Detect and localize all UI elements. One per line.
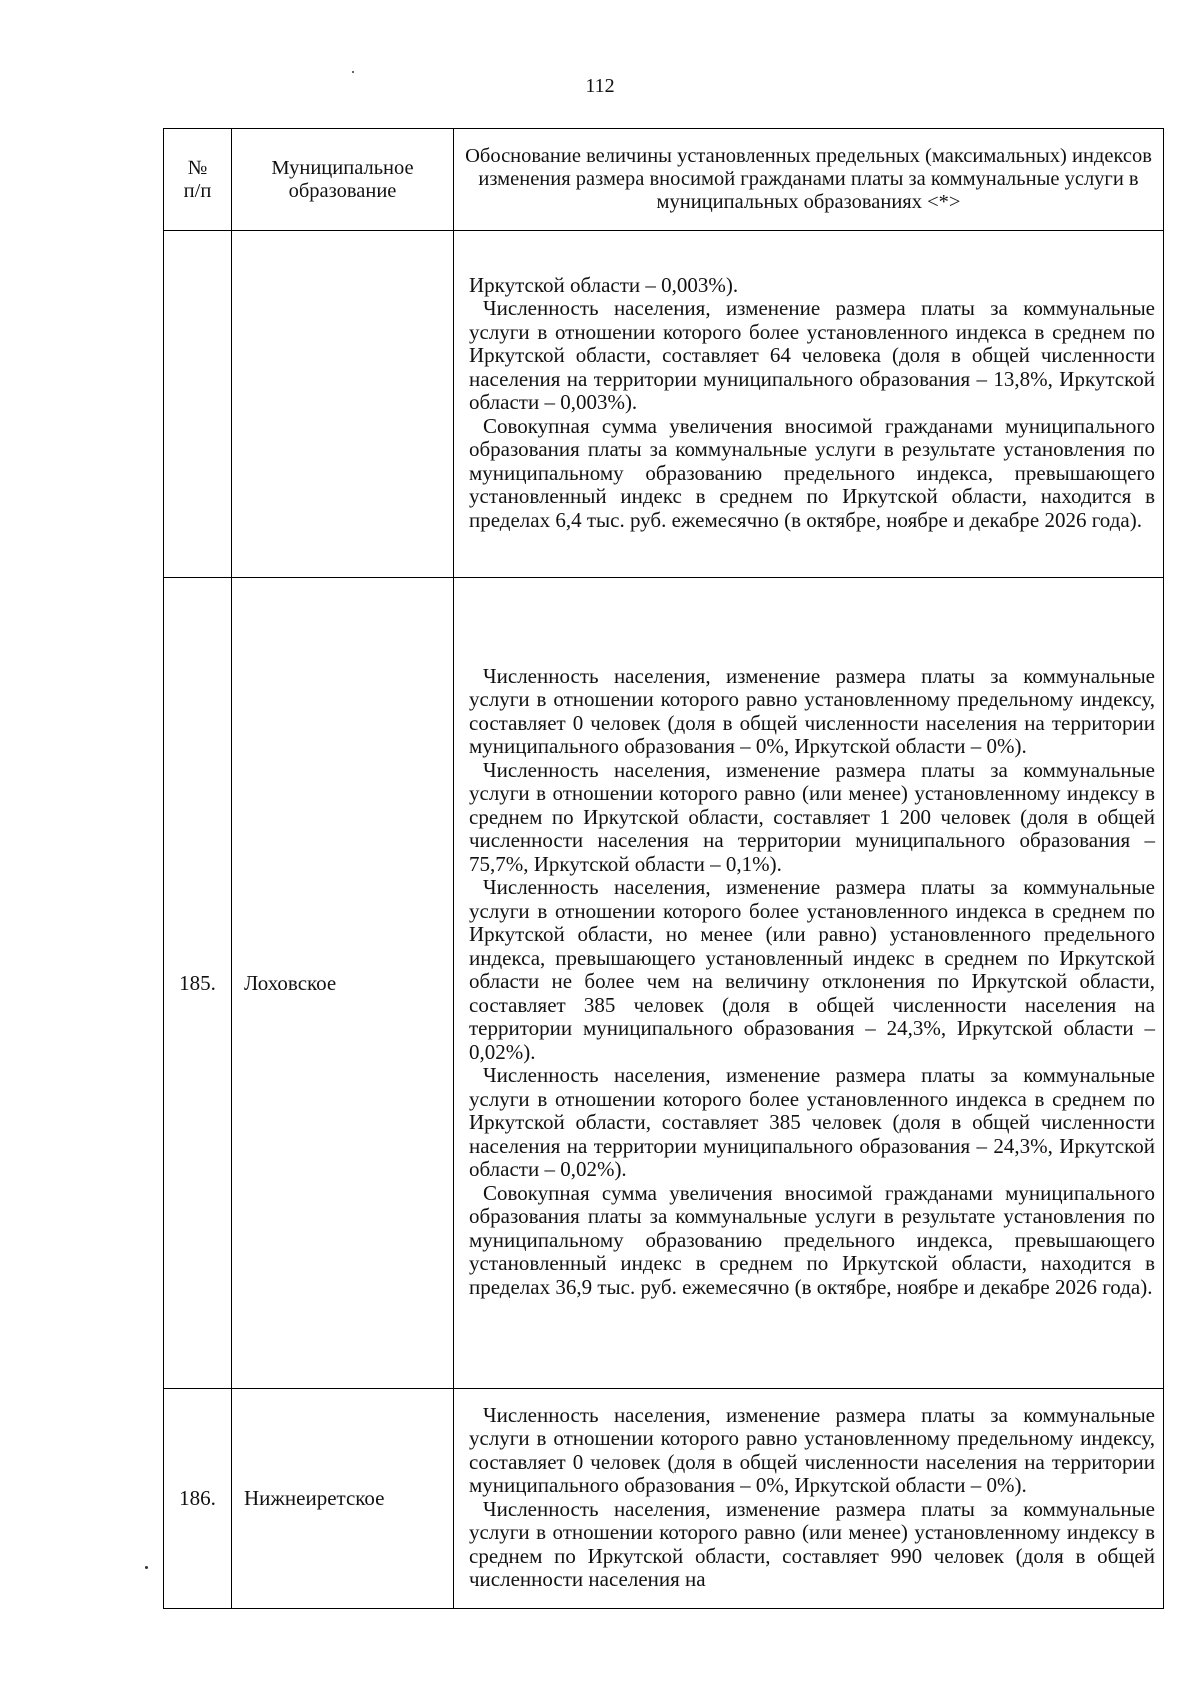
scan-speck [145, 1566, 148, 1569]
row-municipality: Лоховское [232, 578, 454, 1389]
basis-paragraph: Численность населения, изменение размера платы за коммунальные услуги в отношении которого более установленного индекса в среднем по Иркутской области, составляет 385 человек (доля в общей численности населения на территории муниципального образования – 24,3%, Иркутской области – 0,02%). [469, 1063, 1155, 1182]
table-row [164, 231, 1164, 578]
table-row [164, 578, 1164, 1389]
basis-paragraph: Численность населения, изменение размера платы за коммунальные услуги в отношении которого равно (или менее) установленному индексу в среднем по Иркутской области, составляет 1 200 человек (доля в общей численности населения на территории муниципального образования – 75,7%, Иркутской области – 0,1%). [469, 757, 1155, 876]
basis-paragraph: Численность населения, изменение размера платы за коммунальные услуги в отношении которого равно установленному предельному индексу, составляет 0 человек (доля в общей численности населения на территории муниципального образования – 0%, Иркутской области – 0%). [469, 663, 1155, 759]
basis-paragraph: Численность населения, изменение размера платы за коммунальные услуги в отношении которого равно (или менее) установленному индексу в среднем по Иркутской области, составляет 990 человек (доля в общей численности населения на [469, 1496, 1155, 1591]
tariff-index-table [163, 128, 1164, 1609]
table-header-row [164, 129, 1164, 231]
row-basis [454, 578, 1164, 1389]
header-number: № п/п [164, 129, 232, 231]
basis-paragraph: Численность населения, изменение размера платы за коммунальные услуги в отношении которого равно установленному предельному индексу, составляет 0 человек (доля в общей численности населения на территории муниципального образования – 0%, Иркутской области – 0%). [469, 1402, 1155, 1497]
row-number [164, 231, 232, 578]
row-municipality [232, 231, 454, 578]
row-basis [454, 231, 1164, 578]
row-number: 186. [164, 1389, 232, 1609]
scan-speck [352, 71, 354, 73]
basis-paragraph: Численность населения, изменение размера платы за коммунальные услуги в отношении которого более установленного индекса в среднем по Иркутской области, но менее (или равно) установленного предельного индекса, превышающего установленный индекс в среднем по Иркутской области не более чем на величину отклонения по Иркутской области, составляет 385 человек (доля в общей численности населения на территории муниципального образования – 24,3%, Иркутской области – 0,02%). [469, 875, 1155, 1064]
header-basis: Обоснование величины установленных предельных (максимальных) индексов изменения размера вносимой гражданами платы за коммунальные услуги в муниципальных образованиях <*> [454, 129, 1164, 231]
basis-paragraph: Численность населения, изменение размера платы за коммунальные услуги в отношении которого более установленного индекса в среднем по Иркутской области, составляет 64 человека (доля в общей численности населения на территории муниципального образования – 13,8%, Иркутской области – 0,003%). [469, 296, 1155, 415]
header-municipality: Муниципальное образование [232, 129, 454, 231]
basis-paragraph: Иркутской области – 0,003%). [469, 272, 739, 297]
basis-paragraph: Совокупная сумма увеличения вносимой гражданами муниципального образования платы за коммунальные услуги в результате установления по муниципальному образованию предельного индекса, превышающего установленный индекс в среднем по Иркутской области, находится в пределах 36,9 тыс. руб. ежемесячно (в октябре, ноябре и декабре 2026 года). [469, 1180, 1155, 1299]
table-row [164, 1389, 1164, 1609]
page-number: 112 [585, 75, 615, 97]
row-municipality: Нижнеиретское [232, 1389, 454, 1609]
basis-paragraph: Совокупная сумма увеличения вносимой гражданами муниципального образования платы за коммунальные услуги в результате установления по муниципальному образованию предельного индекса, превышающего установленный индекс в среднем по Иркутской области, находится в пределах 6,4 тыс. руб. ежемесячно (в октябре, ноябре и декабре 2026 года). [469, 413, 1155, 532]
row-number: 185. [164, 578, 232, 1389]
row-basis [454, 1389, 1164, 1609]
